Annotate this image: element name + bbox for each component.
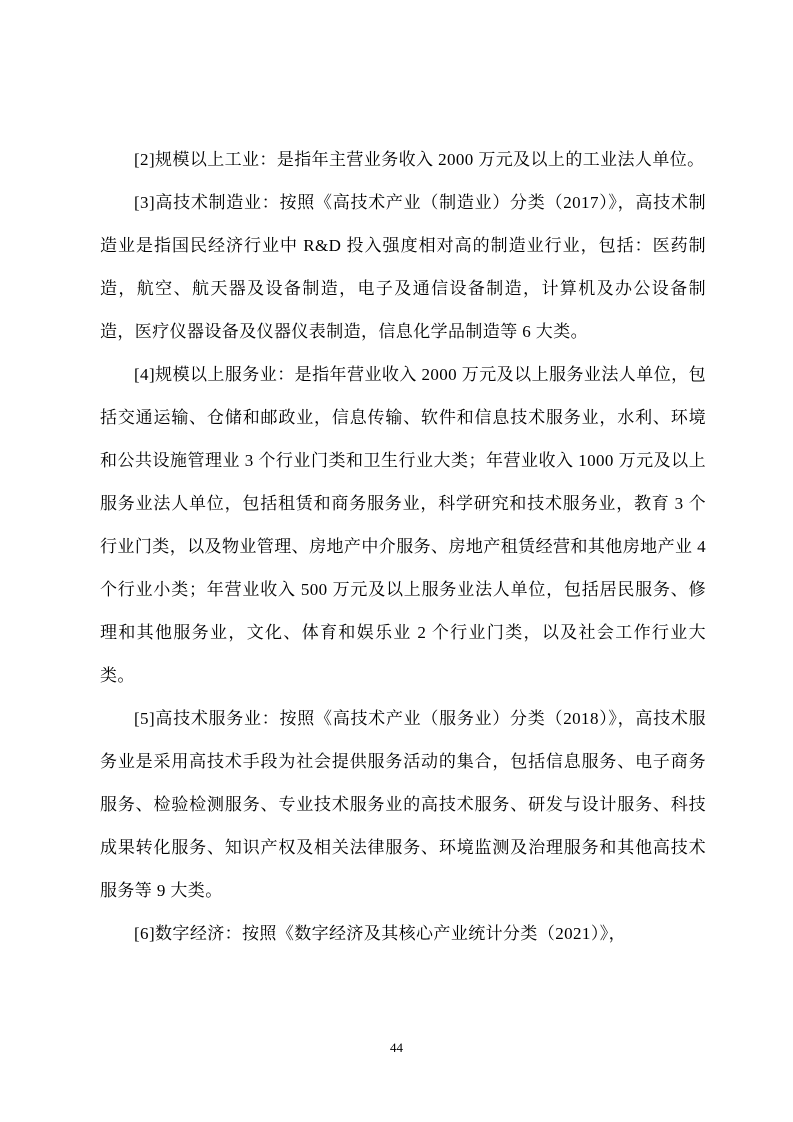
text-block bbox=[100, 138, 706, 955]
paragraph-note-5: [5]高技术服务业：按照《高技术产业（服务业）分类（2018）》，高技术服务业是采用高技术手段为社会提供服务活动的集合，包括信息服务、电子商务服务、检验检测服务、专业技术服务业的高技术服务、研发与设计服务、科技成果转化服务、知识产权及相关法律服务、环境监测及治理服务和其他高技术服务等 9 大类。 bbox=[100, 709, 706, 900]
paragraph-note-4: [4]规模以上服务业：是指年营业收入 2000 万元及以上服务业法人单位，包括交通运输、仓储和邮政业，信息传输、软件和信息技术服务业，水利、环境和公共设施管理业 3 个行业门类和卫生行业大类；年营业收入 1000 万元及以上服务业法人单位，包括租赁和商务服务业，科学研究和技术服务业，教育 3 个行业门类，以及物业管理、房地产中介服务、房地产租赁经营和其他房地产业 4 个行业小类；年营业收入 500 万元及以上服务业法人单位，包括居民服务、修理和其他服务业，文化、体育和娱乐业 2 个行业门类，以及社会工作行业大类。 bbox=[100, 365, 706, 685]
paragraph-note-6: [6]数字经济：按照《数字经济及其核心产业统计分类（2021）》， bbox=[134, 924, 627, 943]
paragraph-note-2: [2]规模以上工业：是指年主营业务收入 2000 万元及以上的工业法人单位。 bbox=[134, 150, 705, 169]
paragraph-note-3: [3]高技术制造业：按照《高技术产业（制造业）分类（2017）》，高技术制造业是指国民经济行业中 R&D 投入强度相对高的制造业行业，包括：医药制造，航空、航天器及设备制造，电子及通信设备制造，计算机及办公设备制造，医疗仪器设备及仪器仪表制造，信息化学品制造等 6 大类。 bbox=[100, 193, 706, 341]
page-number: 44 bbox=[390, 1040, 403, 1055]
